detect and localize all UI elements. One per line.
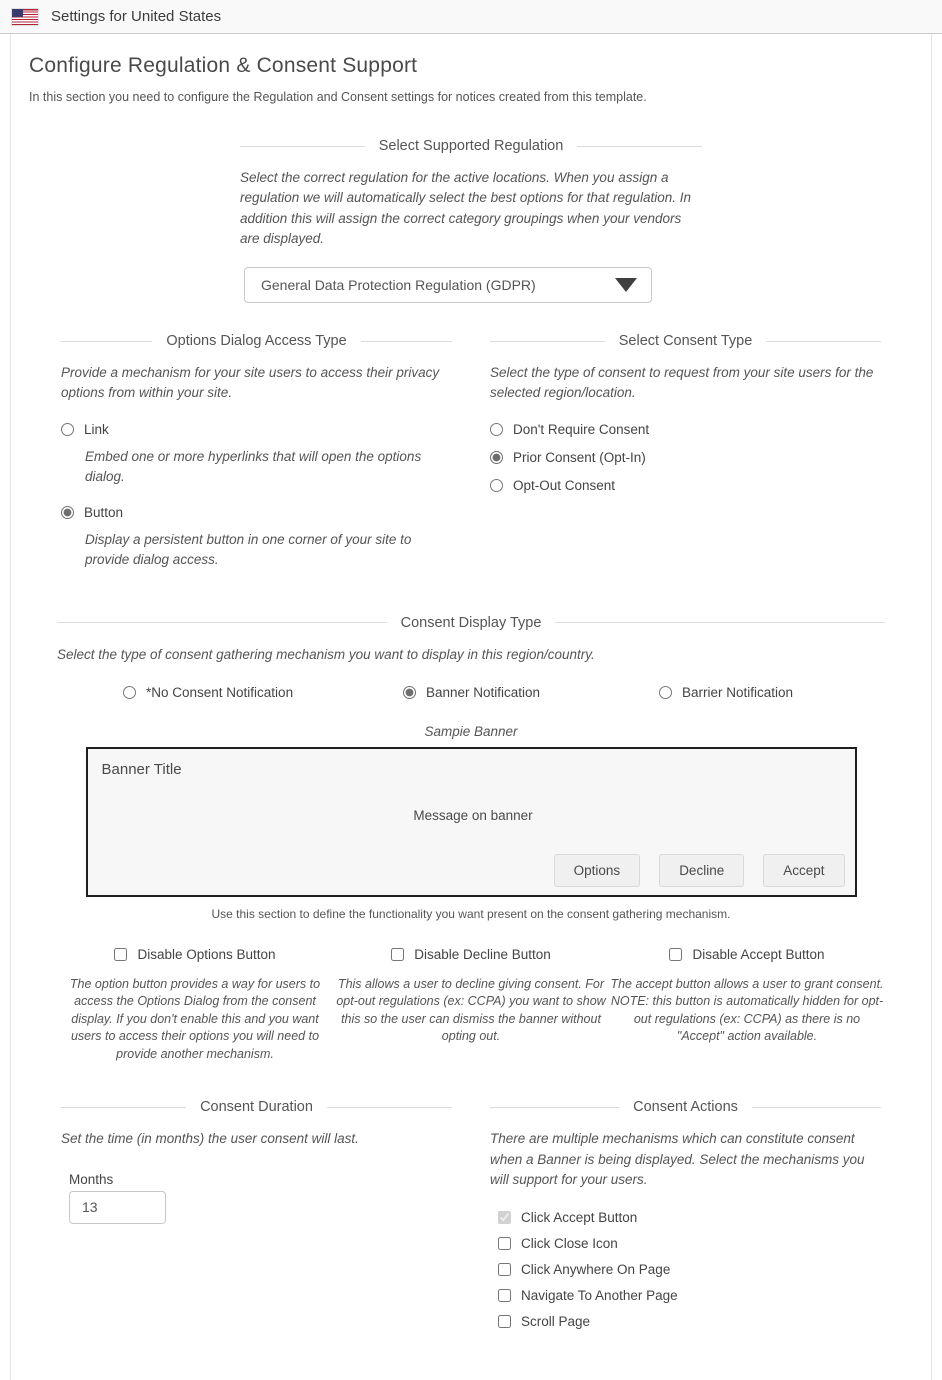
checkbox-disable-options[interactable]: [114, 947, 275, 962]
months-label: Months: [69, 1171, 114, 1187]
radio-button-description: Display a persistent button in one corner of your site to provide dialog access.: [85, 532, 412, 568]
regulation-dropdown-value: General Data Protection Regulation (GDPR): [261, 277, 536, 293]
checkbox-scroll-page-input[interactable]: [498, 1315, 511, 1328]
checkbox-click-close-icon-input[interactable]: [498, 1237, 511, 1250]
radio-banner-notification[interactable]: [403, 685, 609, 700]
checkbox-disable-options-input[interactable]: [114, 948, 127, 961]
section-options-dialog-access: [61, 333, 452, 589]
page-subtitle: In this section you need to configure the Regulation and Consent settings for notices created from this template.: [29, 90, 647, 104]
disable-accept-column: [609, 947, 885, 1064]
radio-opt-out-consent[interactable]: [490, 478, 881, 493]
checkbox-disable-decline[interactable]: [391, 947, 551, 962]
window-title: Settings for United States: [51, 8, 222, 25]
checkbox-navigate-another-page-label: Navigate To Another Page: [521, 1288, 678, 1303]
banner-decline-button[interactable]: Decline: [659, 854, 744, 887]
section-consent-display-type: [29, 615, 913, 710]
window-header: [0, 0, 942, 34]
section-supported-regulation: [240, 138, 702, 303]
checkbox-disable-decline-label: Disable Decline Button: [414, 946, 551, 962]
checkbox-click-anywhere[interactable]: [498, 1262, 881, 1277]
section-consent-type: [490, 333, 881, 589]
checkbox-click-close-icon[interactable]: [498, 1236, 881, 1251]
checkbox-scroll-page-label: Scroll Page: [521, 1314, 591, 1329]
radio-button-input[interactable]: [61, 506, 74, 519]
sample-banner-caption: Sampie Banner: [424, 723, 518, 739]
consent-actions-list: [498, 1210, 881, 1329]
disable-options-column: [57, 947, 333, 1064]
banner-options-button[interactable]: Options: [554, 854, 641, 887]
legend-options-dialog-access: Options Dialog Access Type: [61, 333, 452, 349]
checkbox-click-close-icon-label: Click Close Icon: [521, 1236, 618, 1251]
checkbox-disable-accept[interactable]: [669, 947, 824, 962]
banner-accept-button[interactable]: Accept: [763, 854, 844, 887]
checkbox-navigate-another-page[interactable]: [498, 1288, 881, 1303]
checkbox-click-accept-button[interactable]: [498, 1210, 881, 1225]
sample-banner-preview: [86, 747, 857, 897]
checkbox-click-anywhere-input[interactable]: [498, 1263, 511, 1276]
legend-consent-actions: Consent Actions: [490, 1099, 881, 1115]
consent-duration-description: Set the time (in months) the user consent will last.: [61, 1131, 359, 1147]
radio-barrier-notification[interactable]: [659, 685, 885, 700]
radio-link-description: Embed one or more hyperlinks that will open the options dialog.: [85, 448, 422, 484]
legend-supported-regulation: Select Supported Regulation: [240, 138, 702, 154]
page-title: Configure Regulation & Consent Support: [29, 54, 418, 77]
radio-link-input[interactable]: [61, 423, 74, 436]
radio-prior-consent-label: Prior Consent (Opt-In): [513, 449, 646, 465]
consent-actions-description: There are multiple mechanisms which can constitute consent when a Banner is being displayed. Select the mechanisms you will support for your users.: [490, 1131, 865, 1187]
options-dialog-description: Provide a mechanism for your site users to access their privacy options from within your site.: [61, 365, 440, 401]
radio-barrier-notification-input[interactable]: [659, 686, 672, 699]
section-consent-duration: [61, 1099, 452, 1340]
regulation-description: Select the correct regulation for the active locations. When you assign a regulation we will automatically select the best options for that regulation. In addition this will assign the correct category groupings when your vendors are displayed.: [240, 170, 691, 246]
consent-display-description: Select the type of consent gathering mechanism you want to display in this region/country.: [57, 646, 595, 662]
radio-prior-consent-input[interactable]: [490, 451, 503, 464]
disable-options-description: The option button provides a way for users to access the Options Dialog from the consent display. If you don't enable this and you want users to access their options you will need to provide another mechanism.: [69, 976, 321, 1061]
months-input[interactable]: [69, 1191, 166, 1224]
radio-dont-require-consent-input[interactable]: [490, 423, 503, 436]
radio-opt-out-consent-label: Opt-Out Consent: [513, 477, 616, 493]
settings-panel: [10, 34, 932, 1380]
radio-opt-out-consent-input[interactable]: [490, 479, 503, 492]
legend-consent-display-type: Consent Display Type: [57, 615, 885, 631]
radio-no-consent-notification[interactable]: [123, 685, 333, 700]
checkbox-disable-decline-input[interactable]: [391, 948, 404, 961]
disable-decline-description: This allows a user to decline giving consent. For opt-out regulations (ex: CCPA) you want to show this so the user can dismiss the banner without opting out.: [336, 976, 606, 1044]
radio-link-label: Link: [84, 421, 109, 437]
functionality-checkbox-grid: [29, 947, 913, 1064]
radio-button[interactable]: [61, 505, 452, 520]
radio-prior-consent[interactable]: [490, 450, 881, 465]
regulation-dropdown[interactable]: [244, 267, 652, 303]
disable-decline-column: [333, 947, 609, 1064]
legend-consent-type: Select Consent Type: [490, 333, 881, 349]
checkbox-scroll-page[interactable]: [498, 1314, 881, 1329]
radio-link[interactable]: [61, 422, 452, 437]
checkbox-navigate-another-page-input[interactable]: [498, 1289, 511, 1302]
radio-no-consent-notification-input[interactable]: [123, 686, 136, 699]
banner-message: Message on banner: [413, 808, 533, 824]
checkbox-click-accept-button-label: Click Accept Button: [521, 1210, 638, 1225]
checkbox-disable-options-label: Disable Options Button: [137, 946, 276, 962]
consent-type-description: Select the type of consent to request from your site users for the selected region/location.: [490, 365, 874, 401]
section-consent-actions: [490, 1099, 881, 1340]
radio-banner-notification-input[interactable]: [403, 686, 416, 699]
us-flag-icon: [12, 9, 38, 25]
radio-no-consent-notification-label: *No Consent Notification: [146, 684, 294, 700]
chevron-down-icon: [615, 278, 637, 292]
checkbox-disable-accept-label: Disable Accept Button: [692, 946, 825, 962]
radio-barrier-notification-label: Barrier Notification: [682, 684, 794, 700]
radio-button-label: Button: [84, 505, 124, 520]
radio-banner-notification-label: Banner Notification: [426, 684, 541, 700]
radio-dont-require-consent[interactable]: [490, 422, 881, 437]
radio-dont-require-consent-label: Don't Require Consent: [513, 421, 650, 437]
banner-title: Banner Title: [101, 760, 182, 778]
legend-consent-duration: Consent Duration: [61, 1099, 452, 1115]
disable-accept-description: The accept button allows a user to grant consent. NOTE: this button is automatically hidden for opt-out regulations (ex: CCPA) as there is no "Accept" action available.: [610, 976, 884, 1044]
checkbox-disable-accept-input[interactable]: [669, 948, 682, 961]
checkbox-click-anywhere-label: Click Anywhere On Page: [521, 1262, 671, 1277]
functionality-instruction: Use this section to define the functionality you want present on the consent gathering mechanism.: [211, 906, 731, 921]
checkbox-click-accept-button-input[interactable]: [498, 1211, 511, 1224]
